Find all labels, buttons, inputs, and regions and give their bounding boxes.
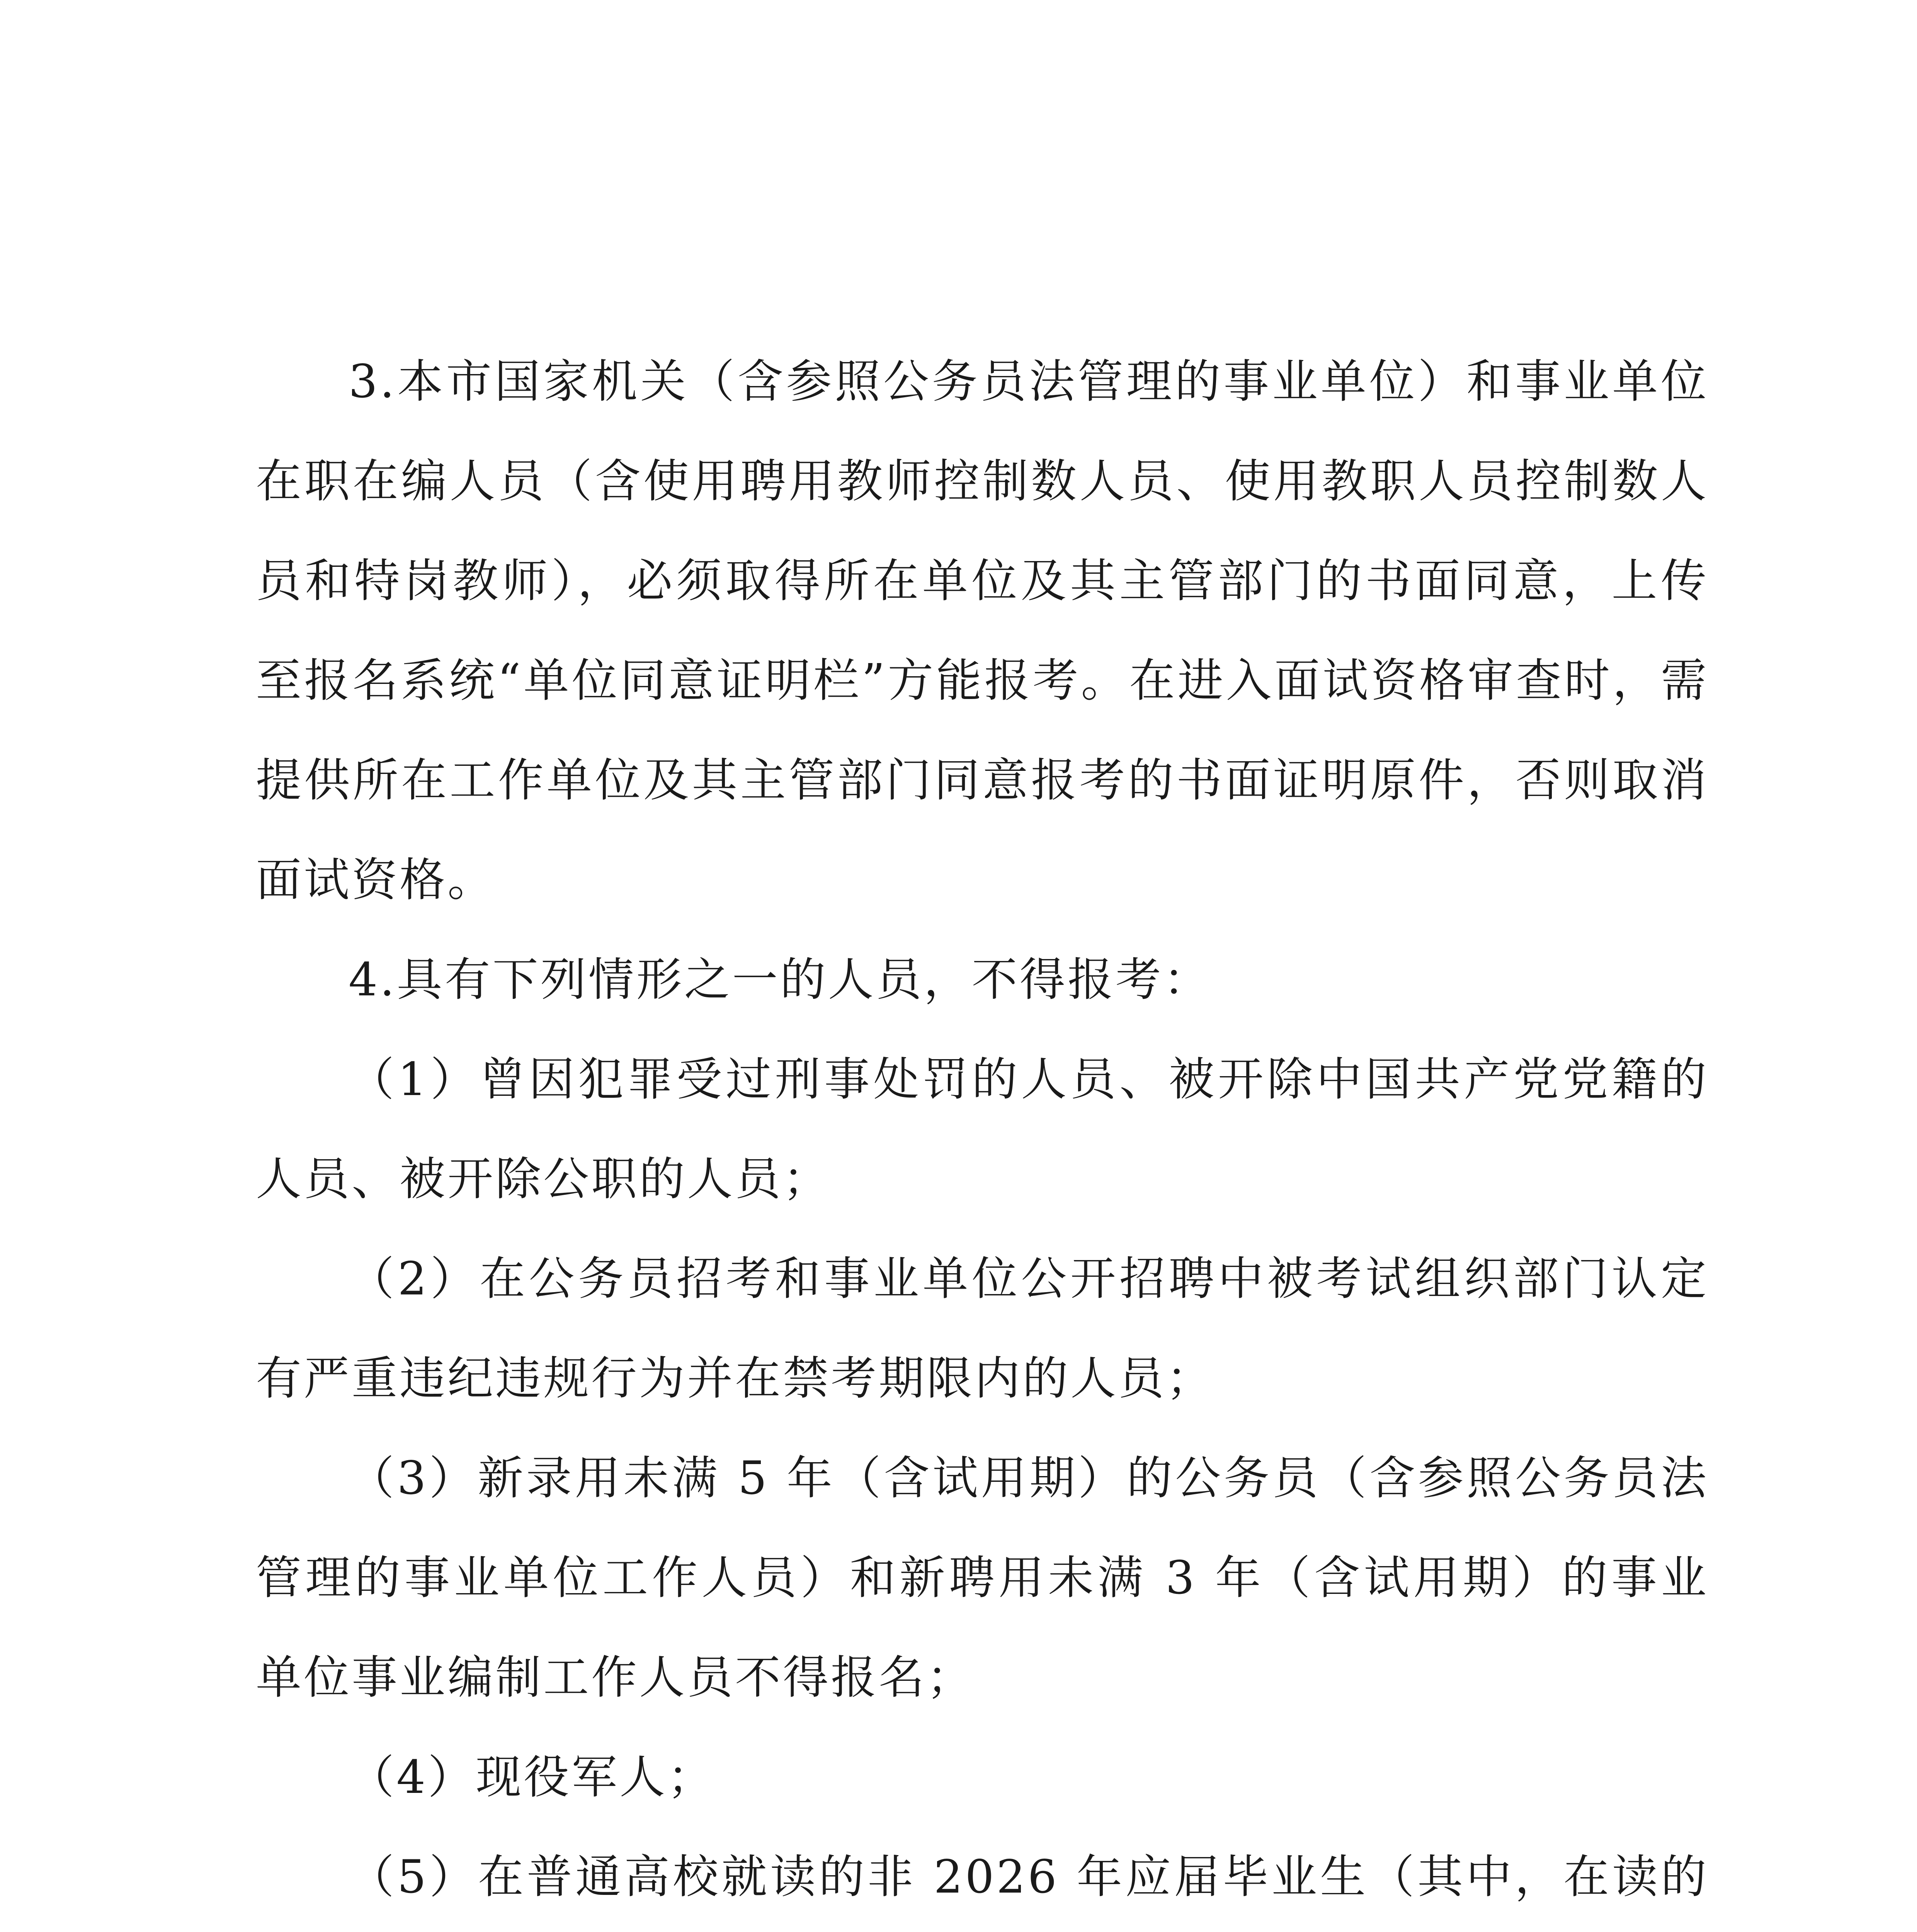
list-item-3: （3）新录用未满 5 年（含试用期）的公务员（含参照公务员法管理的事业单位工作人员）和新聘用未满 3 年（含试用期）的事业单位事业编制工作人员不得报名； xyxy=(256,1451,1709,1704)
paragraph-item-4: 4.具有下列情形之一的人员，不得报考： xyxy=(349,953,1211,1006)
list-item-2: （2）在公务员招考和事业单位公开招聘中被考试组织部门认定有严重违纪违规行为并在禁考期限内的人员； xyxy=(256,1252,1709,1405)
paragraph-item-3: 3.本市国家机关（含参照公务员法管理的事业单位）和事业单位在职在编人员（含使用聘用教师控制数人员、使用教职人员控制数人员和特岗教师），必须取得所在单位及其主管部门的书面同意，上传至报名系统“单位同意证明栏”方能报考。在进入面试资格审查时，需提供所在工作单位及其主管部门同意报考的书面证明原件，否则取消面试资格。 xyxy=(256,355,1709,906)
body-text xyxy=(256,332,1709,1932)
list-item-1: （1）曾因犯罪受过刑事处罚的人员、被开除中国共产党党籍的人员、被开除公职的人员； xyxy=(256,1053,1709,1206)
list-item-5: （5）在普通高校就读的非 2026 年应届毕业生（其中，在读的 xyxy=(349,1850,1709,1903)
list-item-4: （4）现役军人； xyxy=(349,1750,716,1804)
